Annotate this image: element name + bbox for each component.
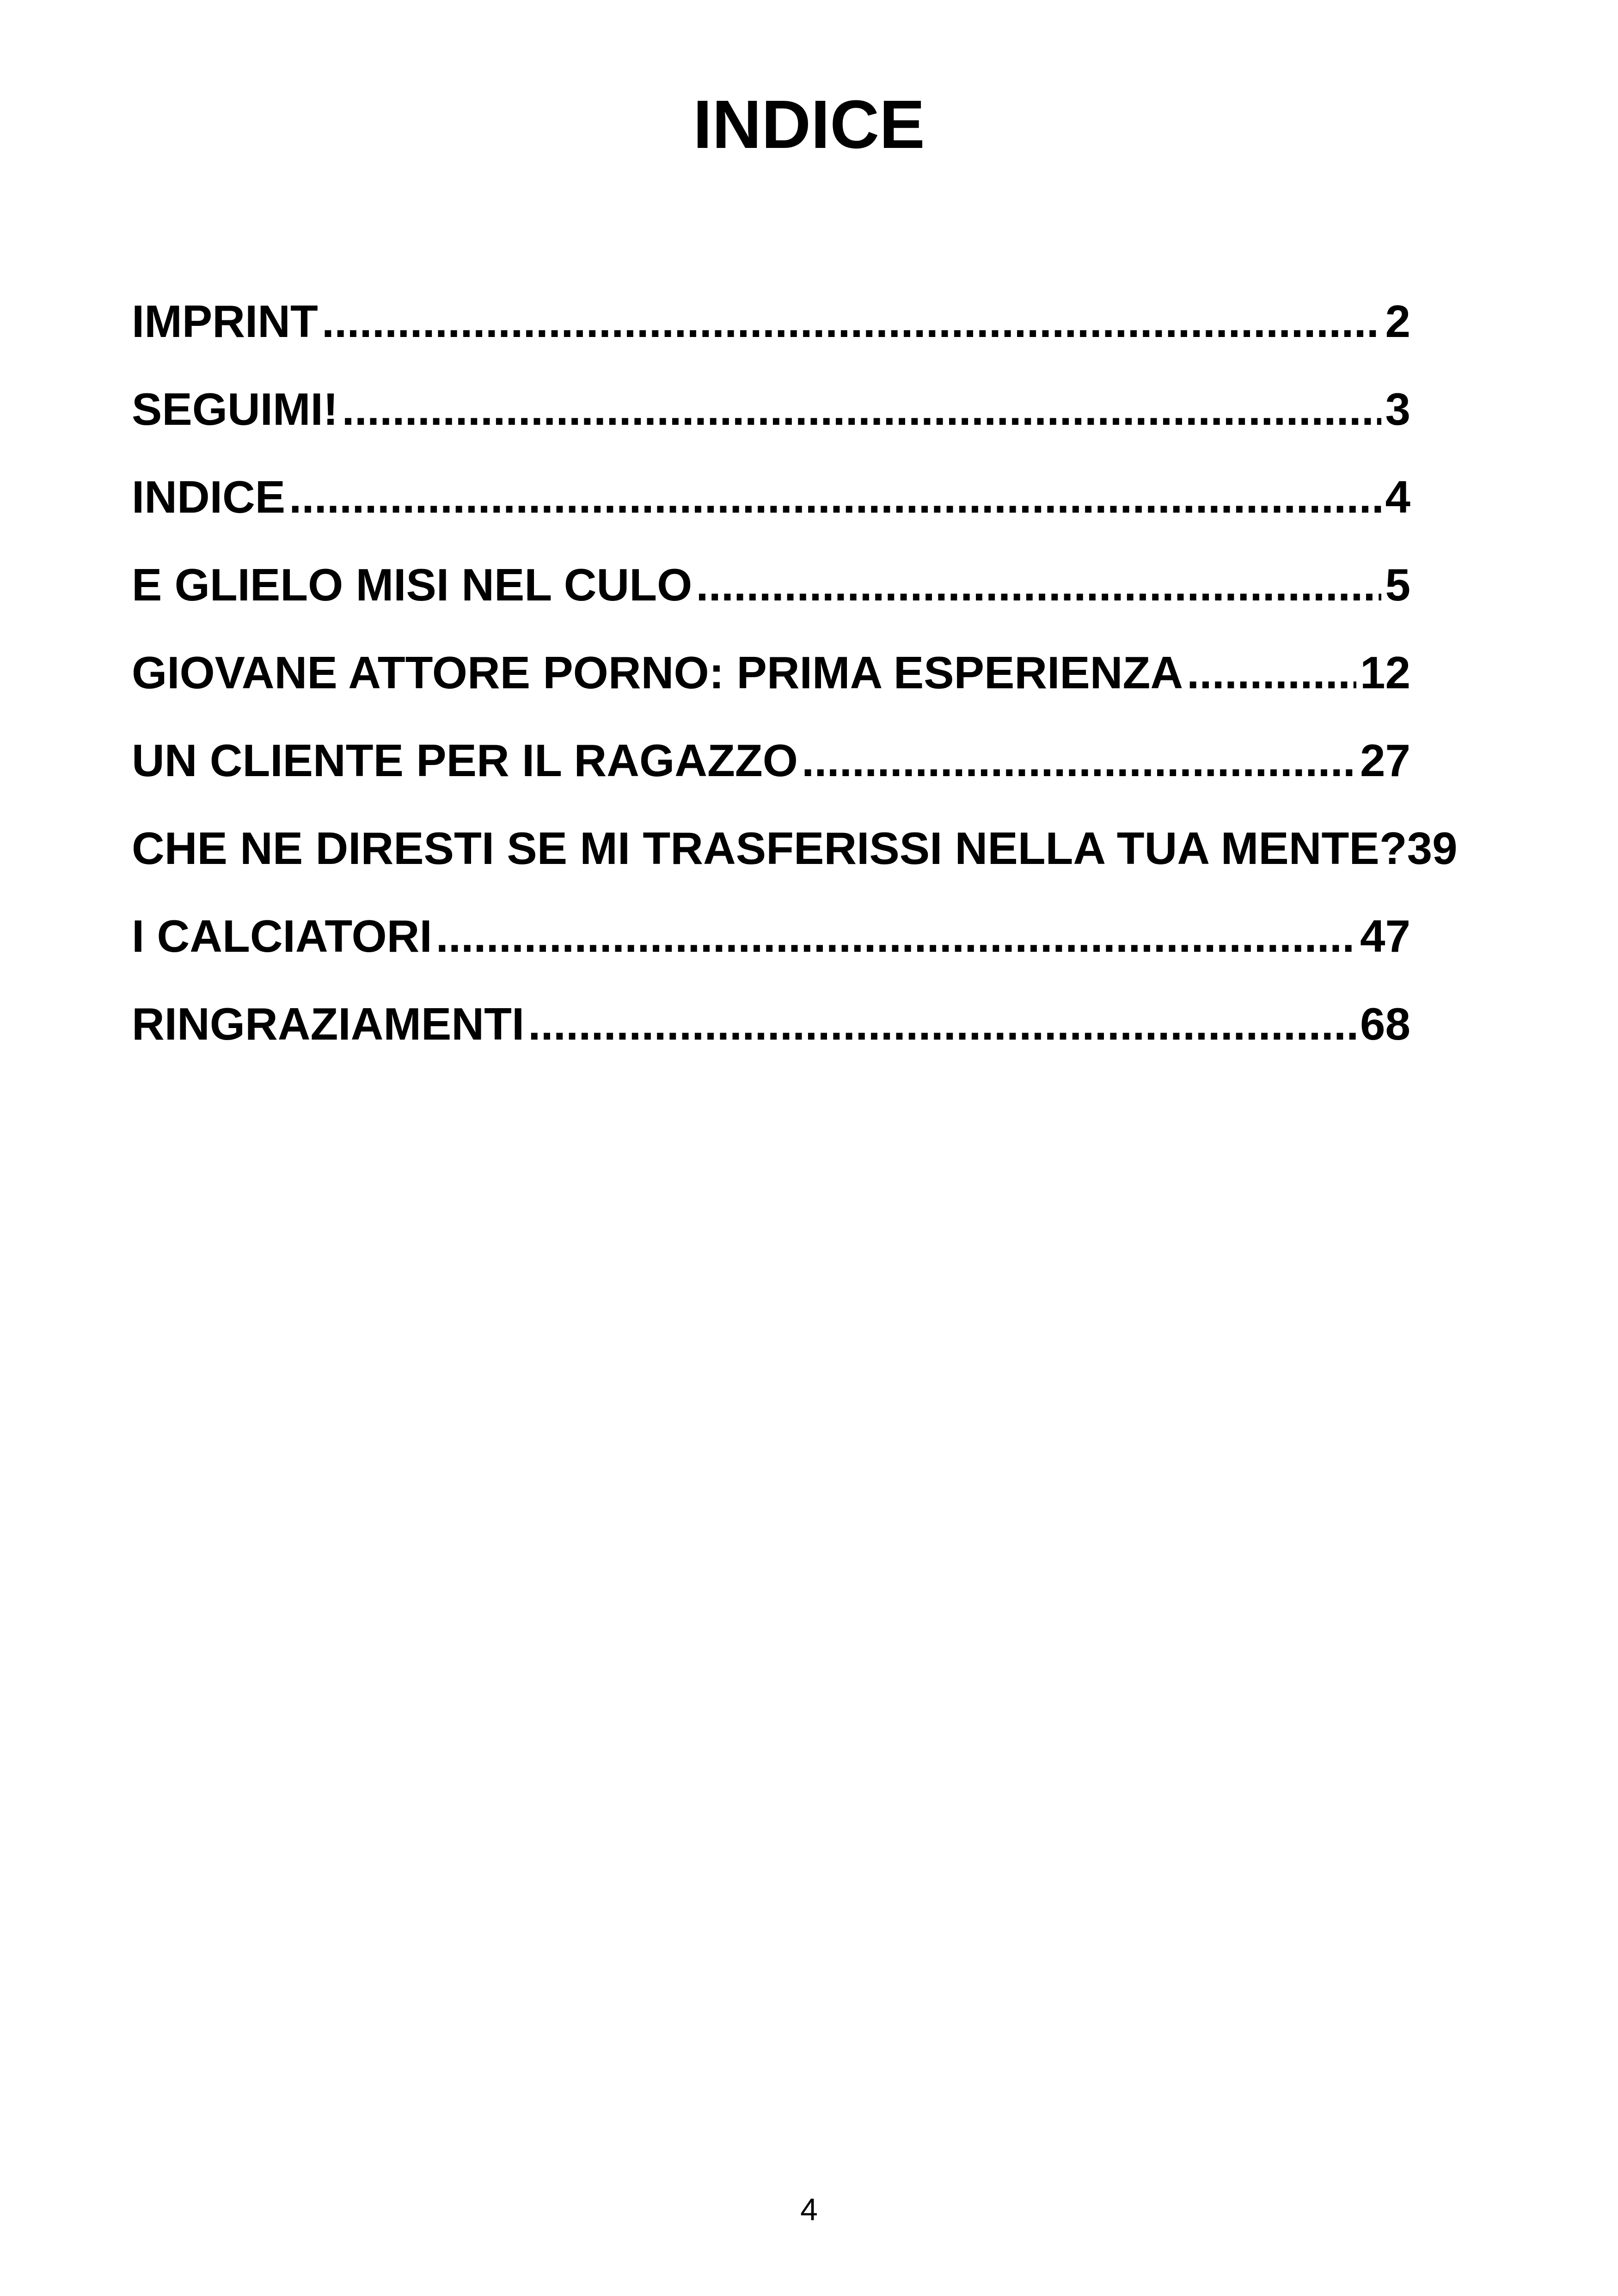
toc-entry-page: 47 xyxy=(1360,911,1410,961)
toc-dot-leader xyxy=(802,726,1356,795)
toc-dot-leader xyxy=(696,550,1381,619)
toc-entry-che-ne-diresti[interactable] xyxy=(132,814,1556,901)
toc-entry-indice[interactable] xyxy=(132,462,1410,550)
toc-entry-title: CHE NE DIRESTI SE MI TRASFERISSI NELLA TUA MENTE? xyxy=(132,823,1407,874)
toc-entry-page: 3 xyxy=(1385,384,1410,435)
toc-dot-leader xyxy=(289,462,1381,532)
toc-entry-title: GIOVANE ATTORE PORNO: PRIMA ESPERIENZA xyxy=(132,647,1183,698)
toc-entry-page: 68 xyxy=(1360,998,1410,1049)
toc-entry-page: 27 xyxy=(1360,735,1410,786)
table-of-contents xyxy=(132,287,1458,1077)
toc-dot-leader xyxy=(342,374,1381,444)
toc-entry-page: 4 xyxy=(1385,471,1410,522)
toc-entry-un-cliente-per-il-ragazzo[interactable] xyxy=(132,726,1410,814)
toc-dot-leader xyxy=(322,287,1382,356)
toc-entry-title: IMPRINT xyxy=(132,296,318,347)
toc-entry-title: INDICE xyxy=(132,471,286,522)
toc-entry-page: 12 xyxy=(1360,647,1410,698)
toc-dot-leader xyxy=(1187,638,1356,707)
toc-entry-page: 5 xyxy=(1385,559,1410,610)
toc-entry-title: E GLIELO MISI NEL CULO xyxy=(132,559,693,610)
toc-entry-ringraziamenti[interactable] xyxy=(132,989,1410,1077)
toc-entry-page: 2 xyxy=(1385,296,1410,347)
page-title: INDICE xyxy=(693,86,925,163)
toc-entry-seguimi[interactable] xyxy=(132,374,1410,462)
toc-entry-imprint[interactable] xyxy=(132,287,1410,374)
toc-entry-giovane-attore-porno[interactable] xyxy=(132,638,1410,726)
toc-entry-page: 39 xyxy=(1407,823,1458,874)
toc-entry-title: I CALCIATORI xyxy=(132,911,432,961)
toc-entry-title: SEGUIMI! xyxy=(132,384,338,435)
toc-entry-i-calciatori[interactable] xyxy=(132,901,1410,989)
page-number: 4 xyxy=(800,2192,818,2227)
toc-dot-leader xyxy=(436,901,1356,971)
toc-entry-title: RINGRAZIAMENTI xyxy=(132,998,525,1049)
toc-dot-leader xyxy=(528,989,1356,1059)
toc-entry-e-glielo-misi-nel-culo[interactable] xyxy=(132,550,1410,638)
toc-entry-title: UN CLIENTE PER IL RAGAZZO xyxy=(132,735,798,786)
